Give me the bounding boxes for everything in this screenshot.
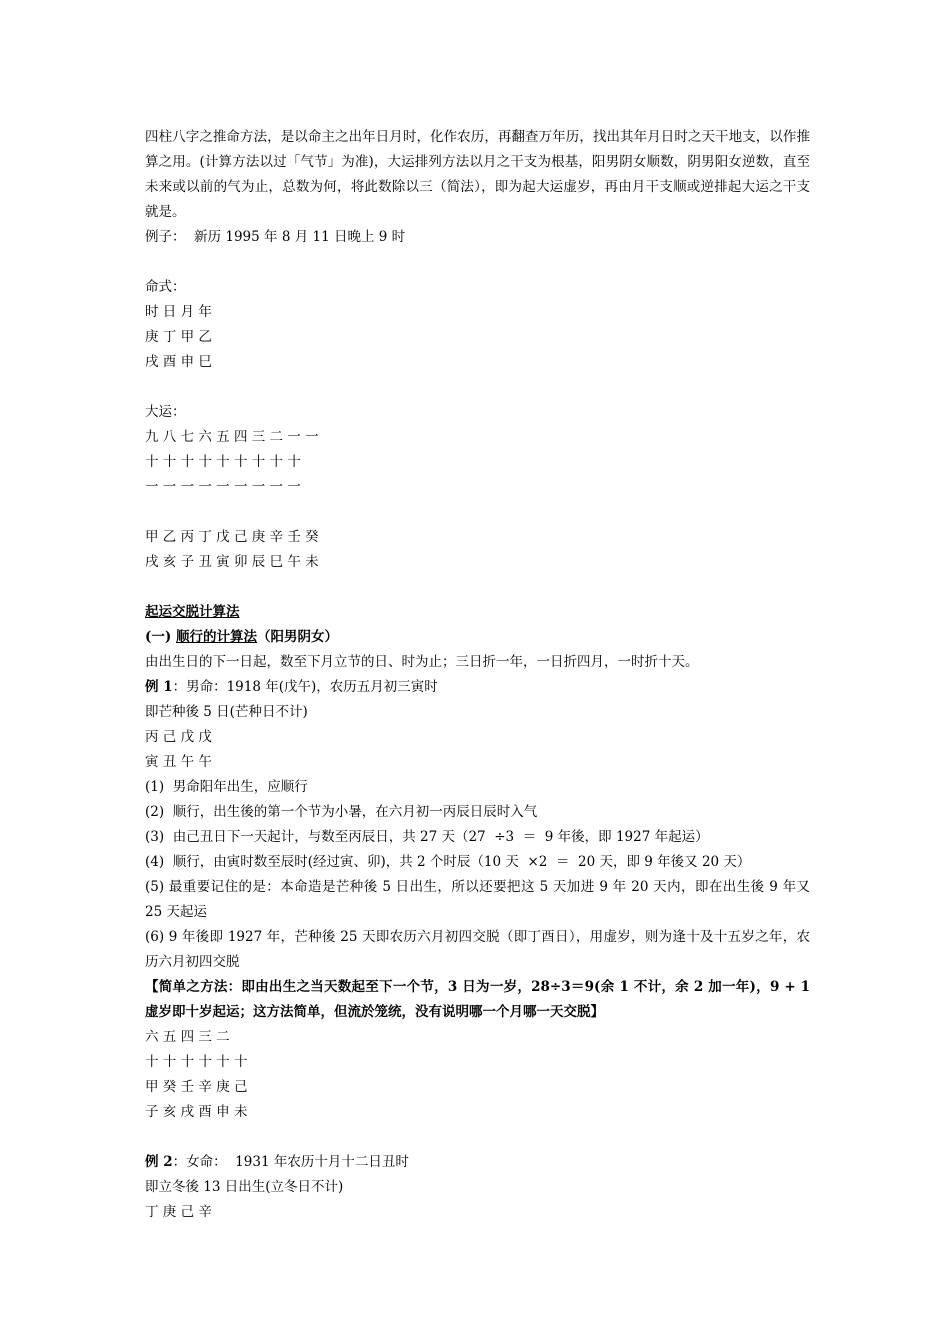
example1-label: 例 1 — [145, 679, 173, 695]
section-subtitle — [145, 625, 810, 650]
example2-heading — [145, 1150, 810, 1175]
pillar-row: 丁 庚 己 辛 — [145, 1204, 212, 1220]
dayun-row: 甲 乙 丙 丁 戊 己 庚 辛 壬 癸 — [145, 529, 319, 545]
subtitle-prefix: (一) — [145, 629, 176, 645]
subtitle-suffix: （阳男阴女） — [256, 629, 338, 645]
example2-line2: 即立冬後 13 日出生(立冬日不计) — [145, 1179, 344, 1195]
mingshi-row: 时 日 月 年 — [145, 304, 212, 320]
example1-head: ：男命：1918 年(戊午)，农历五月初三寅时 — [172, 679, 438, 695]
simple-method-note: 【简单之方法：即由出生之当天数起至下一个节，3 日为一岁，28÷3＝9(余 1 不计，余 2 加一年)，9 + 1 虚岁即十岁起运；这方法简单，但流於笼统，没有说明哪一个月哪一天交脱】 — [145, 979, 810, 1020]
example1-heading — [145, 675, 810, 700]
spacer — [145, 1125, 810, 1150]
dayun-label: 大运： — [145, 404, 186, 420]
mingshi-row: 庚 丁 甲 乙 — [145, 329, 212, 345]
document-page — [145, 125, 810, 1225]
step-line: (6) 9 年後即 1927 年，芒种後 25 天即农历六月初四交脱（即丁酉日），用虚岁，则为逢十及十五岁之年，农历六月初四交脱 — [145, 929, 810, 970]
example1-line2: 即芒种後 5 日(芒种日不计) — [145, 704, 308, 720]
step-line: (2) 顺行，出生後的第一个节为小暑，在六月初一丙辰日辰时入气 — [145, 804, 538, 820]
dayun-row: 九 八 七 六 五 四 三 二 一 一 — [145, 429, 319, 445]
step-line: (1) 男命阳年出生，应顺行 — [145, 779, 308, 795]
example2-head: ：女命： 1931 年农历十月十二日丑时 — [172, 1154, 409, 1170]
spacer — [145, 500, 810, 525]
dayun-row: 戌 亥 子 丑 寅 卯 辰 巳 午 未 — [145, 554, 319, 570]
intro-paragraph: 四柱八字之推命方法，是以命主之出年日月时，化作农历，再翻查万年历，找出其年月日时之天干地支，以作推算之用。(计算方法以过「气节」为准)，大运排列方法以月之干支为根基，阳男阴女顺数，阴男阳女逆数，直至未来或以前的气为止，总数为何，将此数除以三（简法），即为起大运虚岁，再由月干支顺或逆排起大运之干支就是。 — [145, 129, 810, 220]
example-label: 例子： 新历 1995 年 8 月 11 日晚上 9 时 — [145, 229, 406, 245]
spacer — [145, 375, 810, 400]
dayun-row: 六 五 四 三 二 — [145, 1029, 230, 1045]
step-line: (5) 最重要记住的是：本命造是芒种後 5 日出生，所以还要把这 5 天加进 9 年 20 天内，即在出生後 9 年又 25 天起运 — [145, 879, 810, 920]
spacer — [145, 575, 810, 600]
dayun-row: 十 十 十 十 十 十 十 十 十 — [145, 454, 301, 470]
rule-text: 由出生日的下一日起，数至下月立节的日、时为止；三日折一年，一日折四月，一时折十天。 — [145, 654, 699, 670]
pillar-row: 寅 丑 午 午 — [145, 754, 212, 770]
dayun-row: 子 亥 戌 酉 申 未 — [145, 1104, 248, 1120]
section-title: 起运交脱计算法 — [145, 604, 240, 620]
mingshi-row: 戌 酉 申 巳 — [145, 354, 212, 370]
dayun-row: 一 一 一 一 一 一 一 一 一 — [145, 479, 301, 495]
dayun-row: 甲 癸 壬 辛 庚 己 — [145, 1079, 248, 1095]
pillar-row: 丙 己 戊 戊 — [145, 729, 212, 745]
spacer — [145, 250, 810, 275]
mingshi-label: 命式： — [145, 279, 186, 295]
example2-label: 例 2 — [145, 1154, 173, 1170]
step-line: (4) 顺行，由寅时数至辰时(经过寅、卯)，共 2 个时辰（10 天 ×2 ＝ 20 天，即 9 年後又 20 天） — [145, 854, 751, 870]
subtitle-main: 顺行的计算法 — [175, 629, 257, 645]
dayun-row: 十 十 十 十 十 十 — [145, 1054, 248, 1070]
step-line: (3) 由己丑日下一天起计，与数至丙辰日，共 27 天（27 ÷3 ＝ 9 年後，即 1927 年起运） — [145, 829, 709, 845]
